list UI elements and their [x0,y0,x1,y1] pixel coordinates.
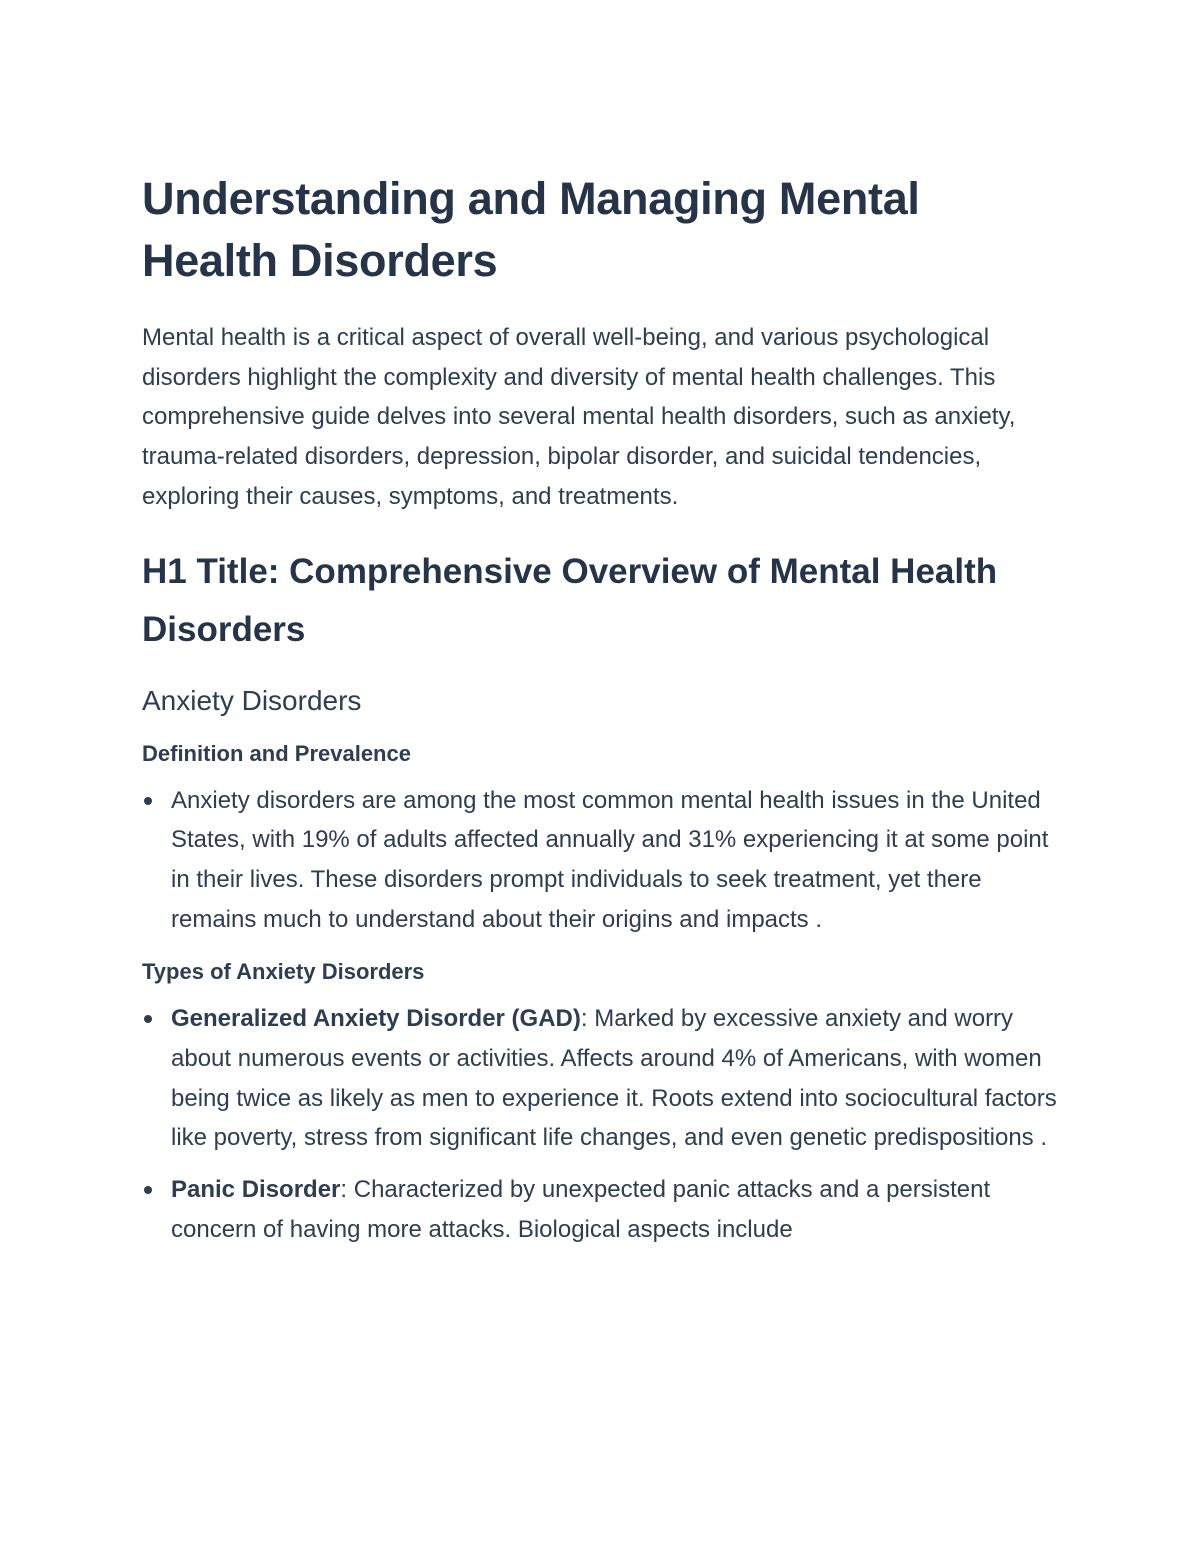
bullet-icon [144,1186,152,1194]
intro-paragraph: Mental health is a critical aspect of overall well-being, and various psychological disorders highlight the complexity and diversity of mental health challenges. This comprehensive guide delves into several mental health disorders, such as anxiety, trauma-related disorders, depression, bipolar disorder, and suicidal tendencies, exploring their causes, symptoms, and treatments. [142,324,1016,510]
list-item-term: Generalized Anxiety Disorder (GAD) [171,1005,581,1033]
section-heading-anxiety: Anxiety Disorders [142,684,362,716]
list-item [142,1170,1057,1249]
bullet-icon [144,797,152,805]
overview-heading: H1 Title: Comprehensive Overview of Mental Health Disorders [142,551,998,649]
definition-heading: Definition and Prevalence [142,740,411,766]
list-item [142,781,1057,940]
bullet-icon [144,1015,152,1023]
list-item [142,999,1057,1158]
types-heading: Types of Anxiety Disorders [142,959,425,985]
types-list [142,999,1057,1249]
document-page [142,168,1057,1262]
list-item-term: Panic Disorder [171,1176,341,1204]
list-item-text: Anxiety disorders are among the most common mental health issues in the United States, with 19% of adults affected annually and 31% experiencing it at some point in their lives. These disorders prompt individuals to seek treatment, yet there remains much to understand about their origins and impacts . [171,786,1049,933]
list-item-text: : Marked by excessive anxiety and worry about numerous events or activities. Affects around 4% of Americans, with women being twice as likely as men to experience it. Roots extend into sociocultural factors like poverty, stress from significant life changes, and even genetic predispositions . [171,1005,1057,1152]
document-title: Understanding and Managing Mental Health Disorders [142,173,920,286]
list-item-text: : Characterized by unexpected panic attacks and a persistent concern of having more attacks. Biological aspects include [171,1176,991,1243]
definition-list [142,781,1057,940]
